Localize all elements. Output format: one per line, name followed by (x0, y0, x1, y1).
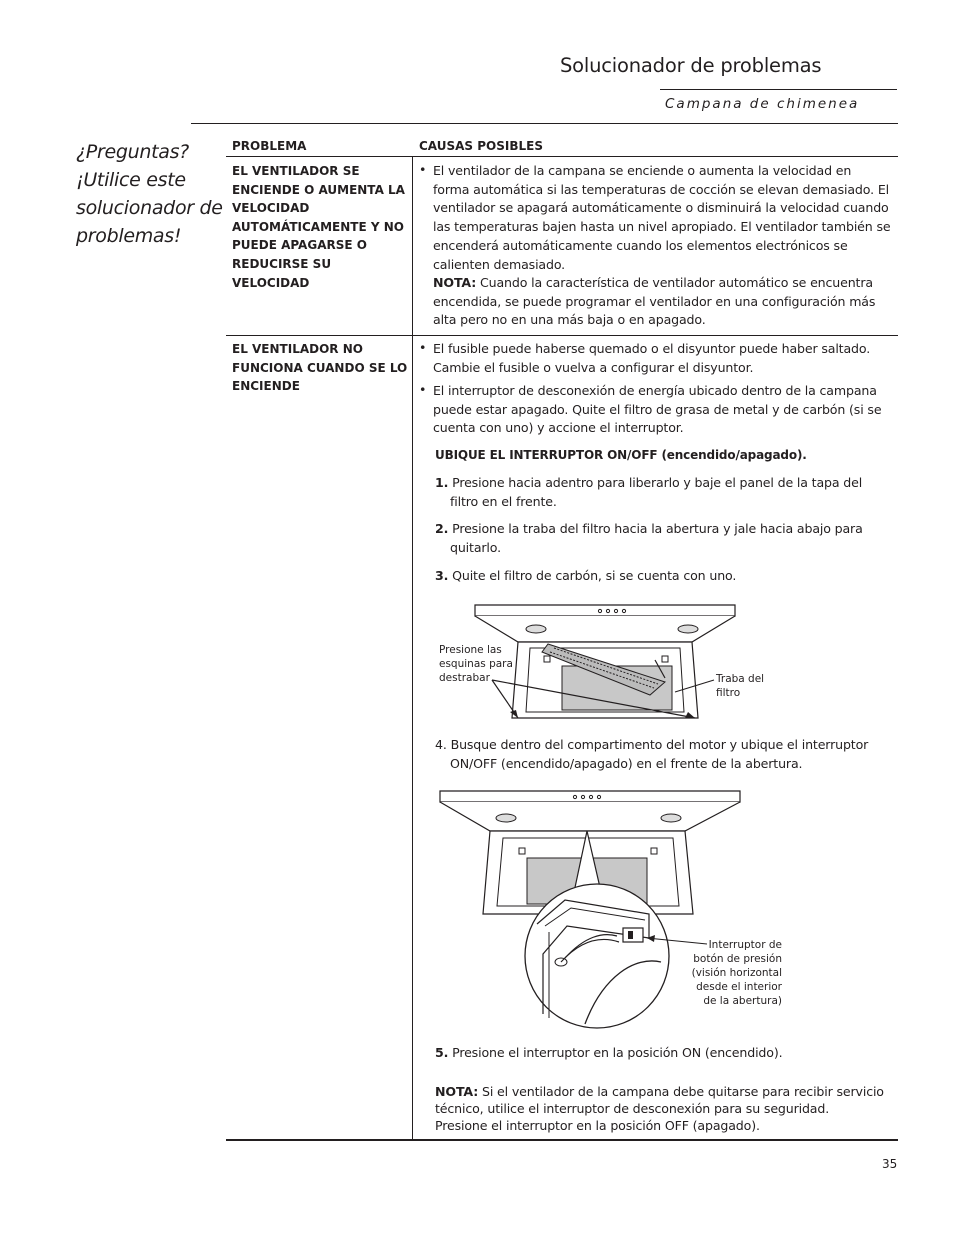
title-divider (660, 89, 897, 90)
step-number: 1. (435, 475, 449, 490)
column-header-causes: CAUSAS POSIBLES (419, 139, 543, 153)
step-text: Presione hacia adentro para liberarlo y baje el panel de la tapa del filtro en el frente. (450, 475, 863, 509)
step-number: 3. (435, 568, 449, 583)
step-item (435, 567, 883, 586)
step-number: 4. (435, 737, 447, 752)
step-item (435, 1044, 883, 1063)
step-text: Busque dentro del compartimento del motor y ubique el interruptor ON/OFF (encendido/apagado) en el frente de la abertura. (450, 737, 869, 771)
figure-label-filter-latch: Traba del filtro (716, 673, 765, 699)
bullet-icon: • (419, 162, 427, 177)
sidebar-question: ¿Preguntas? ¡Utilice este solucionador de problemas! (76, 141, 223, 247)
header-divider (191, 123, 898, 124)
step-text: Presione la traba del filtro hacia la abertura y jale hacia abajo para quitarlo. (450, 521, 863, 555)
column-header-problem: PROBLEMA (232, 139, 307, 153)
table-header-rule (226, 156, 898, 157)
note-text: Si el ventilador de la campana debe quitarse para recibir servicio técnico, utilice el interruptor de desconexión para su seguridad. Presione el interruptor en la posición OFF (apagado). (435, 1084, 884, 1133)
page-title: Solucionador de problemas (560, 54, 822, 77)
cause-text: El interruptor de desconexión de energía ubicado dentro de la campana puede estar apagado. Quite el filtro de grasa de metal y de carbón (si se cuenta con uno) y accione el interruptor. (433, 383, 882, 436)
locate-heading: UBIQUE EL INTERRUPTOR ON/OFF (encendido/apagado). (435, 448, 807, 462)
page-number: 35 (882, 1157, 898, 1171)
cause-text: El fusible puede haberse quemado o el disyuntor puede haber saltado. Cambie el fusible o vuelva a configurar el disyuntor. (433, 341, 871, 375)
problem-cell: EL VENTILADOR SE ENCIENDE O AUMENTA LA VELOCIDAD AUTOMÁTICAMENTE Y NO PUEDE APAGARSE O REDUCIRSE SU VELOCIDAD (232, 164, 405, 290)
bullet-icon: • (419, 382, 427, 397)
row-divider (226, 335, 898, 336)
problem-cell: EL VENTILADOR NO FUNCIONA CUANDO SE LO ENCIENDE (232, 342, 408, 394)
table-bottom-rule (226, 1139, 898, 1141)
column-divider (412, 157, 413, 1140)
bullet-icon: • (419, 340, 427, 355)
section-subtitle: Campana de chimenea (665, 96, 860, 112)
figure-label-press-corners: Presione las esquinas para destrabar (439, 644, 513, 684)
step-number: 2. (435, 521, 449, 536)
note-text: Cuando la característica de ventilador automático se encuentra encendida, se puede programar el ventilador en una configuración más alta pero no en una más baja o en apagado. (433, 275, 876, 328)
final-note-paragraph (435, 1083, 885, 1134)
note-paragraph (433, 274, 891, 330)
step-item (435, 474, 883, 511)
cause-text: El ventilador de la campana se enciende o aumenta la velocidad en forma automática si las temperaturas de cocción se elevan demasiado. El ventilador se apagará automáticamente o disminuirá la velocidad cuando las temperaturas bajen hasta un nivel apropiado. El ventilador también se encenderá automáticamente cuando los elementos electrónicos se calienten demasiado. (433, 163, 891, 272)
step-number: 5. (435, 1045, 449, 1060)
note-label: NOTA: (435, 1084, 479, 1099)
step-text: Quite el filtro de carbón, si se cuenta con uno. (452, 568, 737, 583)
note-label: NOTA: (433, 275, 477, 290)
step-text: Presione el interruptor en la posición ON (encendido). (452, 1045, 783, 1060)
figure-label-push-switch: Interruptor de botón de presión (visión horizontal desde el interior de la abertura) (691, 939, 782, 1007)
step-item (435, 736, 887, 773)
step-item (435, 520, 883, 557)
